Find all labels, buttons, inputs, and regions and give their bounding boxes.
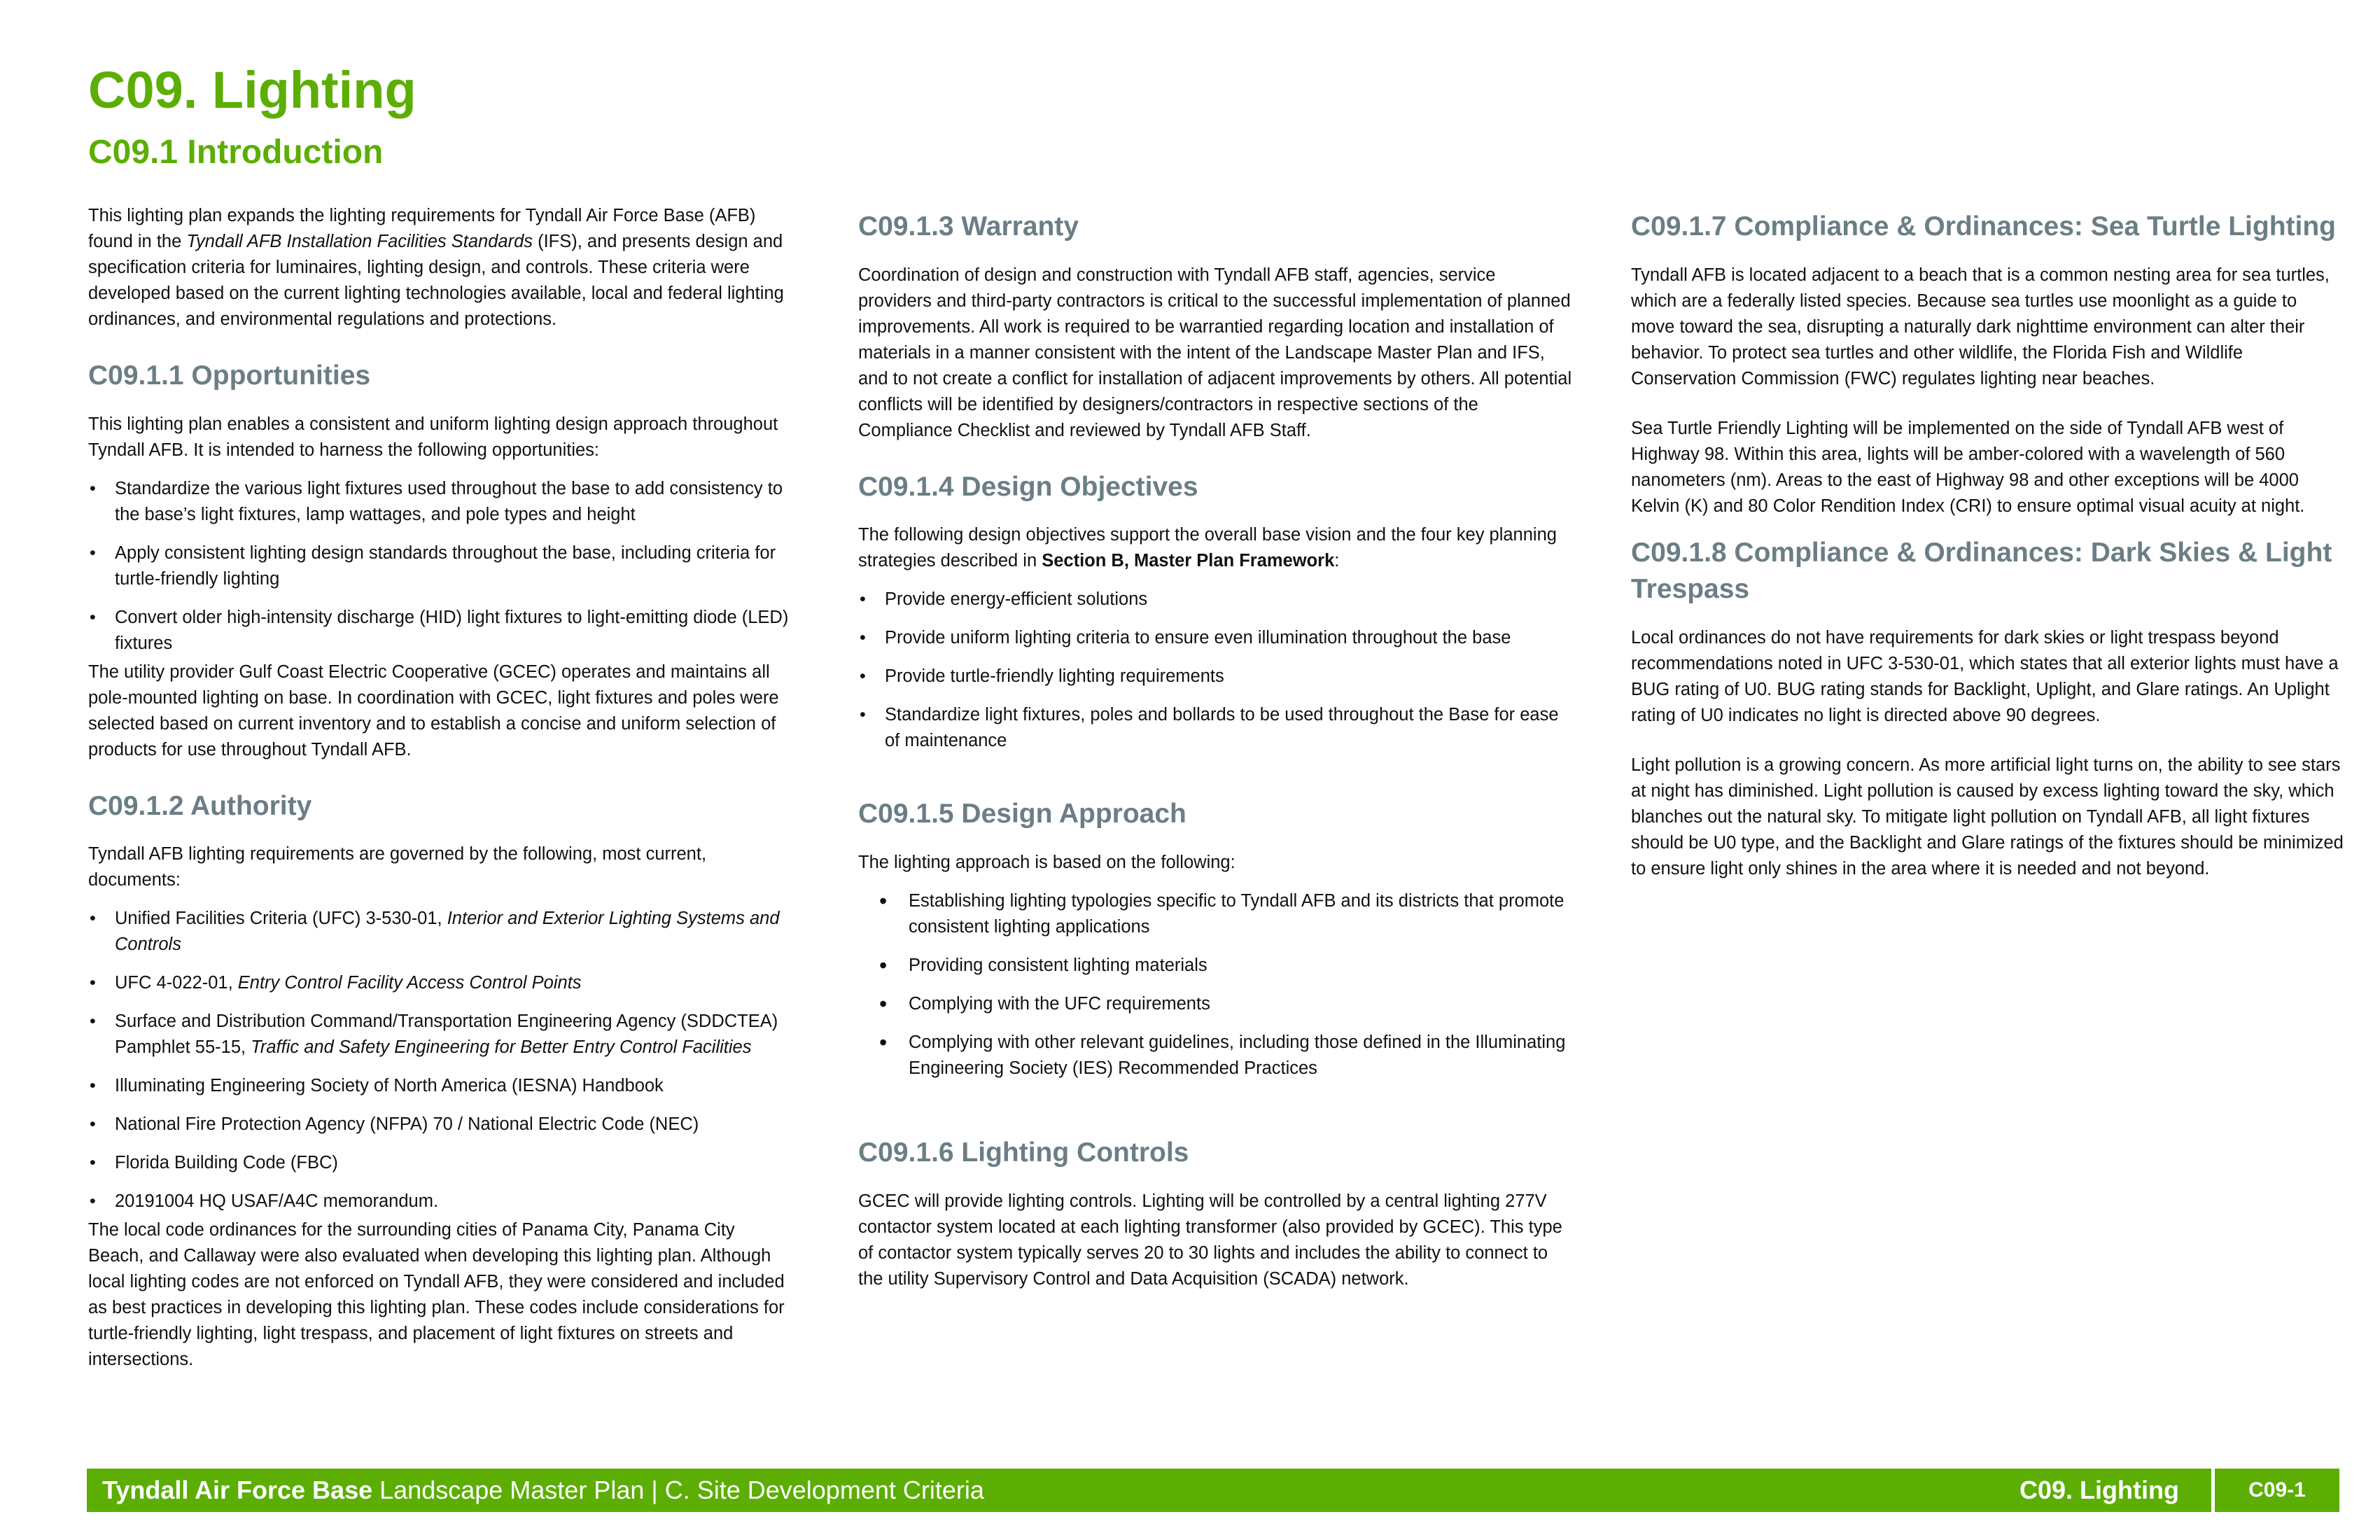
heading-sea-turtle: C09.1.7 Compliance & Ordinances: Sea Turtle Lighting [1631, 211, 2336, 241]
dark-skies-p2: Light pollution is a growing concern. As more artificial light turns on, the ability to see stars at night has diminished. Light pollution is caused by excess lighting toward the sky, which blanches out the natural sky. To mitigate light pollution on Tyndall AFB, all light fixtures should be U0 type, and the Backlight and Glare ratings of the fixtures should be minimized to ensure light only shines in the area where it is needed and not beyond. [1631, 755, 2344, 878]
authority-intro: Tyndall AFB lighting requirements are governed by the following, most current, documents: [88, 844, 707, 890]
footer-chapter: C09. Lighting [2019, 1476, 2179, 1504]
objectives-list [858, 587, 1572, 754]
footer [87, 1469, 2339, 1512]
list-item: • Establishing lighting typologies specific to Tyndall AFB and its districts that promote consistent lighting applications [858, 888, 1572, 940]
column-right [1631, 209, 2345, 895]
section-subtitle: C09.1 Introduction [88, 134, 384, 171]
list-item: • Complying with other relevant guidelines, including those defined in the Illuminating Engineering Society (IES) Recommended Practices [858, 1030, 1572, 1082]
list-item: • Florida Building Code (FBC) [88, 1150, 795, 1176]
sea-turtle-p2: Sea Turtle Friendly Lighting will be implemented on the side of Tyndall AFB west of Highway 98. Within this area, lights will be amber-colored with a wavelength of 560 nanometers (nm). Areas to the east of Highway 98 and other exceptions will be 4000 Kelvin (K) and 80 Color Rendition Index (CRI) to ensure optimal visual acuity at night. [1631, 418, 2305, 516]
list-item: • Surface and Distribution Command/Transportation Engineering Agency (SDDCTEA) Pamphlet 55-15, Traffic and Safety Engineering for Better Entry Control Facilities [88, 1009, 795, 1060]
objectives-intro: The following design objectives support the overall base vision and the four key planning strategies described in Section B, Master Plan Framework: [858, 525, 1557, 571]
opportunities-intro: This lighting plan enables a consistent and uniform lighting design approach throughout Tyndall AFB. It is intended to harness the following opportunities: [88, 414, 778, 460]
sea-turtle-p1: Tyndall AFB is located adjacent to a beach that is a common nesting area for sea turtles, which are a federally listed species. Because sea turtles use moonlight as a guide to move toward the sea, disrupting a naturally dark nighttime environment can alter their behavior. To protect sea turtles and other wildlife, the Florida Fish and Wildlife Conservation Commission (FWC) regulates lighting near beaches. [1631, 265, 2330, 388]
page-title: C09. Lighting [88, 61, 416, 119]
list-item: • Unified Facilities Criteria (UFC) 3-530-01, Interior and Exterior Lighting Systems and Controls [88, 906, 795, 958]
heading-dark-skies: C09.1.8 Compliance & Ordinances: Dark Skies & Light Trespass [1631, 537, 2332, 605]
approach-list [858, 888, 1572, 1082]
page-number: C09-1 [2215, 1469, 2339, 1512]
controls-text: GCEC will provide lighting controls. Lighting will be controlled by a central lighting 277V contactor system located at each lighting transformer (also provided by GCEC). This type of contactor system typically serves 20 to 30 lights and includes the ability to connect to the utility Supervisory Control and Data Acquisition (SCADA) network. [858, 1191, 1562, 1289]
list-item: • Illuminating Engineering Society of North America (IESNA) Handbook [88, 1073, 795, 1099]
list-item: • Standardize the various light fixtures used throughout the base to add consistency to the base’s light fixtures, lamp wattages, and pole types and height [88, 476, 795, 528]
list-item: • Standardize light fixtures, poles and bollards to be used throughout the Base for ease of maintenance [858, 702, 1572, 754]
list-item: • Provide uniform lighting criteria to ensure even illumination throughout the base [858, 625, 1572, 651]
heading-approach: C09.1.5 Design Approach [858, 799, 1186, 830]
list-item: • National Fire Protection Agency (NFPA) 70 / National Electric Code (NEC) [88, 1112, 795, 1138]
list-item: • Providing consistent lighting materials [858, 953, 1572, 979]
warranty-text: Coordination of design and construction with Tyndall AFB staff, agencies, service providers and third-party contractors is critical to the successful implementation of planned improvements. All work is required to be warrantied regarding location and installation of materials in a manner consistent with the intent of the Landscape Master Plan and IFS, and to not create a conflict for installation of adjacent improvements by others. All potential conflicts will be identified by designers/contractors in respective sections of the Compliance Checklist and reviewed by Tyndall AFB Staff. [858, 265, 1572, 440]
dark-skies-p1: Local ordinances do not have requirements for dark skies or light trespass beyond recommendations noted in UFC 3-530-01, which states that all exterior lights must have a BUG rating of U0. BUG rating stands for Backlight, Uplight, and Glare ratings. An Uplight rating of U0 indicates no light is directed above 90 degrees. [1631, 627, 2339, 725]
heading-opportunities: C09.1.1 Opportunities [88, 360, 371, 391]
list-item: • Provide energy-efficient solutions [858, 587, 1572, 612]
list-item: • Complying with the UFC requirements [858, 991, 1572, 1017]
list-item: • 20191004 HQ USAF/A4C memorandum. [88, 1189, 795, 1214]
footer-bar [87, 1469, 2211, 1512]
authority-list [88, 906, 795, 1214]
authority-after: The local code ordinances for the surrounding cities of Panama City, Panama City Beach, and Callaway were also evaluated when developing this lighting plan. Although local lighting codes are not enforced on Tyndall AFB, they were considered and included as best practices in developing this lighting plan. These codes include considerations for turtle-friendly lighting, light trespass, and placement of light fixtures on streets and intersections. [88, 1220, 785, 1370]
list-item: • Provide turtle-friendly lighting requirements [858, 664, 1572, 690]
list-item: • UFC 4-022-01, Entry Control Facility Access Control Points [88, 970, 795, 996]
list-item: • Convert older high-intensity discharge (HID) light fixtures to light-emitting diode (LED) fixtures [88, 605, 795, 657]
intro-paragraph: This lighting plan expands the lighting requirements for Tyndall Air Force Base (AFB) found in the Tyndall AFB Installation Facilities Standards (IFS), and presents design and specification criteria for luminaires, lighting design, and controls. These criteria were developed based on the current lighting technologies available, local and federal lighting ordinances, and environmental regulations and protections. [88, 206, 784, 329]
heading-warranty: C09.1.3 Warranty [858, 211, 1079, 241]
opportunities-after: The utility provider Gulf Coast Electric Cooperative (GCEC) operates and maintains all pole-mounted lighting on base. In coordination with GCEC, light fixtures and poles were selected based on current inventory and to establish a concise and uniform selection of products for use throughout Tyndall AFB. [88, 662, 779, 760]
approach-intro: The lighting approach is based on the following: [858, 852, 1236, 872]
footer-doc-title: Tyndall Air Force Base Landscape Master Plan | C. Site Development Criteria [102, 1476, 984, 1504]
column-left [88, 203, 795, 1385]
heading-objectives: C09.1.4 Design Objectives [858, 471, 1198, 502]
heading-authority: C09.1.2 Authority [88, 790, 312, 821]
opportunities-list [88, 476, 795, 657]
heading-controls: C09.1.6 Lighting Controls [858, 1137, 1189, 1168]
column-middle [858, 209, 1572, 1305]
list-item: • Apply consistent lighting design standards throughout the base, including criteria for turtle-friendly lighting [88, 540, 795, 592]
